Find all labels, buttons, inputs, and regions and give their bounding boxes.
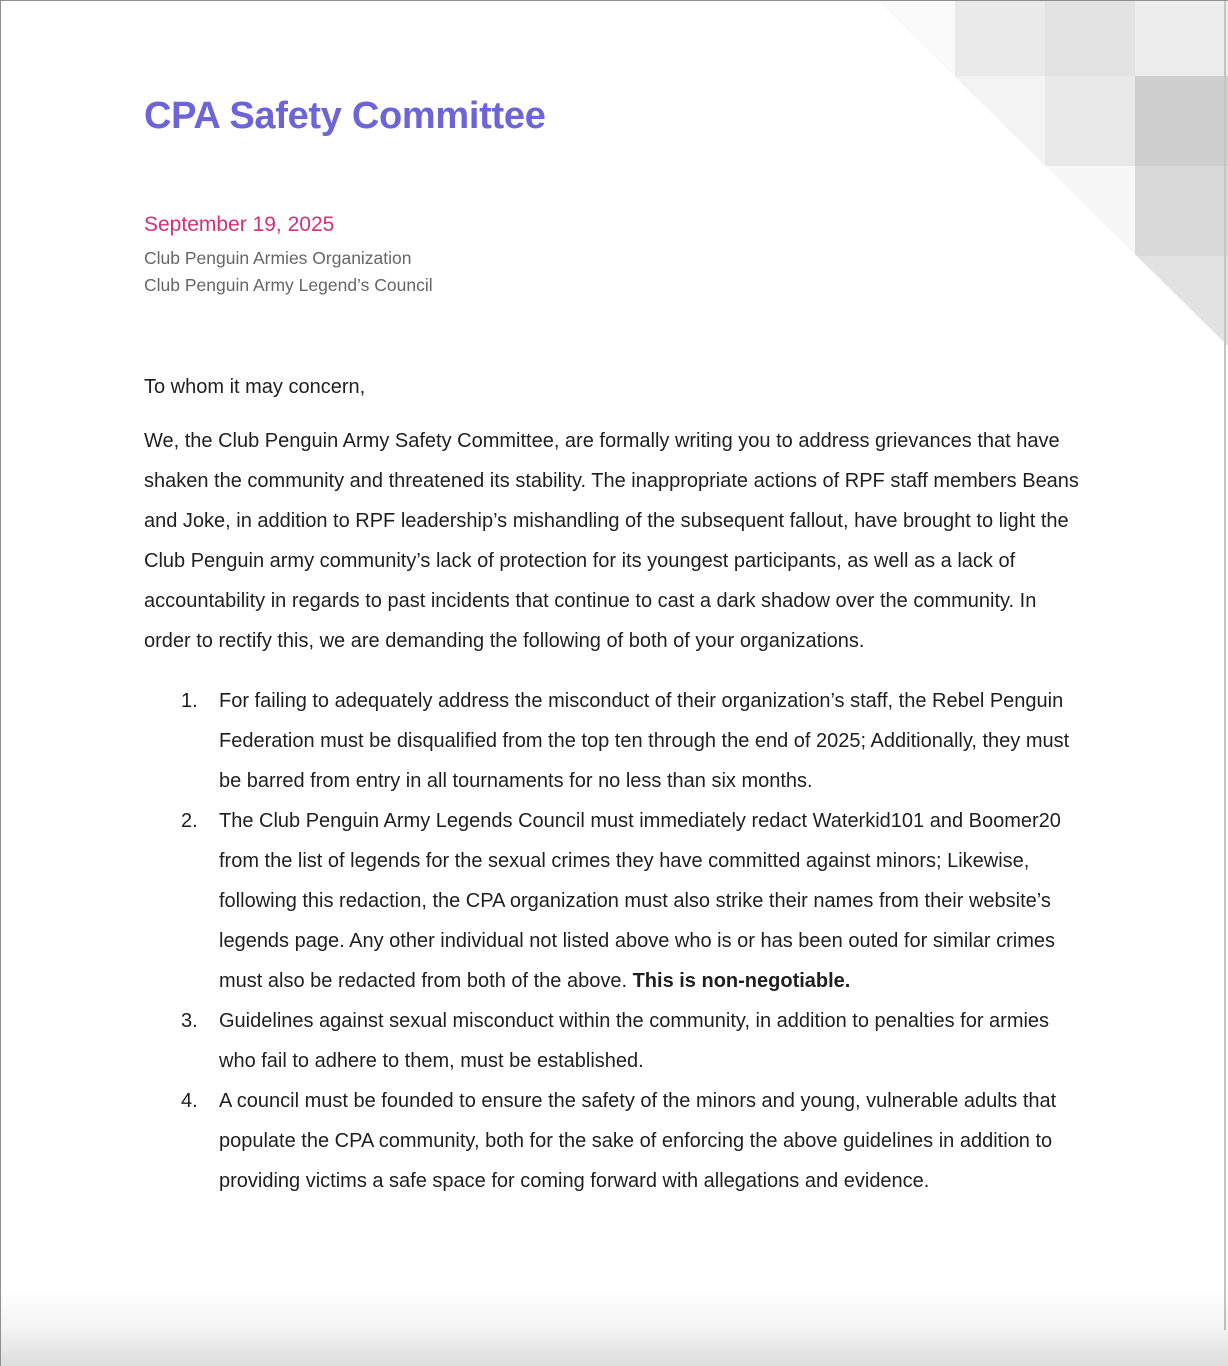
recipient-line: Club Penguin Army Legend’s Council: [144, 275, 433, 295]
letter-title: CPA Safety Committee: [144, 95, 546, 137]
salutation: To whom it may concern,: [144, 376, 366, 398]
letter-date: September 19, 2025: [144, 213, 335, 236]
list-item-number: 4.: [181, 1090, 198, 1112]
demands-list: [144, 681, 1086, 1201]
intro-paragraph: We, the Club Penguin Army Safety Committee, are formally writing you to address grievances that have shaken the community and threatened its stability. The inappropriate actions of RPF staff members Beans and Joke, in addition to RPF leadership’s mishandling of the subsequent fallout, have brought to light the Club Penguin army community’s lack of protection for its youngest participants, as well as a lack of accountability in regards to past incidents that continue to cast a dark shadow over the community. In order to rectify this, we are demanding the following of both of your organizations.: [144, 430, 1079, 652]
list-item-number: 2.: [181, 810, 198, 832]
letter-content: [144, 1, 1086, 1201]
list-item-number: 1.: [181, 690, 198, 712]
list-item: [144, 681, 1086, 801]
list-item-number: 3.: [181, 1010, 198, 1032]
list-item: [144, 1001, 1086, 1081]
list-item-text: [219, 1001, 1086, 1081]
list-item-body: For failing to adequately address the misconduct of their organization’s staff, the Rebel Penguin Federation must be disqualified from the top ten through the end of 2025; Additionally, they must be barred from entry in all tournaments for no less than six months.: [219, 690, 1070, 792]
list-item-text: [219, 1081, 1086, 1201]
list-item-bold-text: This is non-negotiable.: [632, 970, 851, 992]
list-item-body: A council must be founded to ensure the safety of the minors and young, vulnerable adults that populate the CPA community, both for the sake of enforcing the above guidelines in addition to providing victims a safe space for coming forward with allegations and evidence.: [219, 1090, 1057, 1192]
list-item-text: [219, 681, 1086, 801]
recipient-lines: [144, 245, 1086, 299]
recipient-line: Club Penguin Armies Organization: [144, 248, 412, 268]
decoration-cell: [1135, 166, 1228, 256]
list-item-body: The Club Penguin Army Legends Council must immediately redact Waterkid101 and Boomer20 from the list of legends for the sexual crimes they have committed against minors; Likewise, following this redaction, the CPA organization must also strike their names from their website’s legends page. Any other individual not listed above who is or has been outed for similar crimes must also be redacted from both of the above.: [219, 810, 1061, 992]
list-item-body: Guidelines against sexual misconduct within the community, in addition to penalties for armies who fail to adhere to them, must be established.: [219, 1010, 1050, 1072]
decoration-cell: [1135, 76, 1228, 166]
page-bottom-shadow: [1, 1288, 1228, 1366]
list-item-text: [219, 801, 1086, 1001]
page-right-edge: [1224, 1, 1226, 1330]
list-item: [144, 801, 1086, 1001]
list-item: [144, 1081, 1086, 1201]
decoration-cell: [1135, 1, 1228, 76]
